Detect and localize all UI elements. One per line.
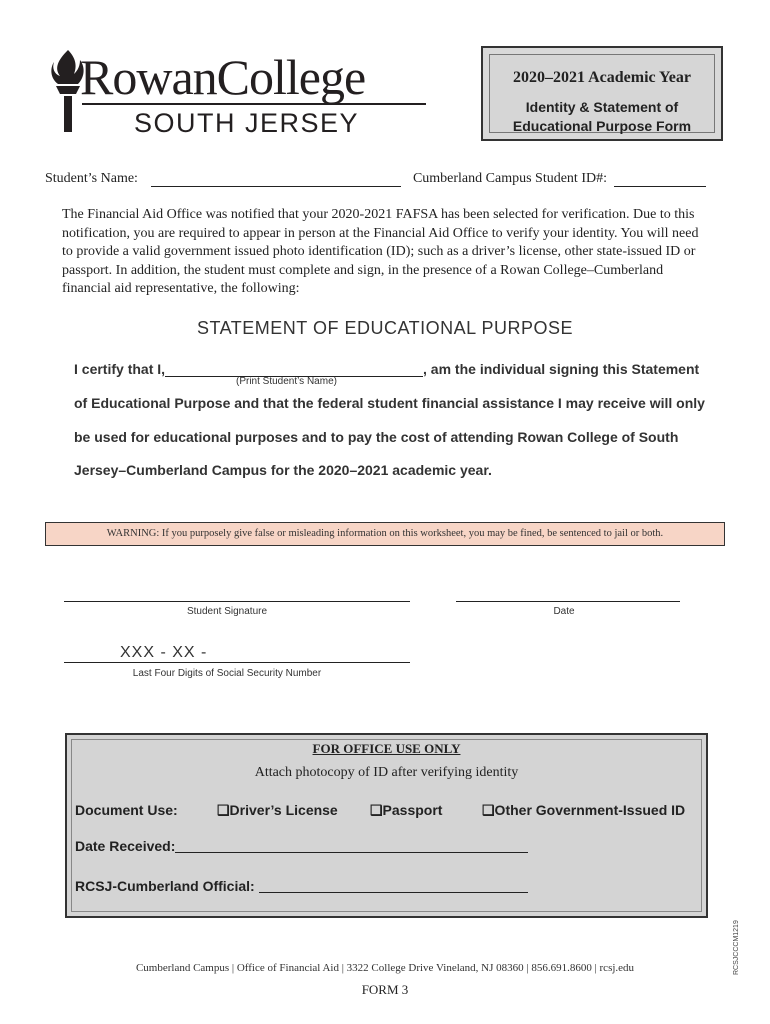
student-id-label: Cumberland Campus Student ID#: <box>412 171 607 186</box>
student-name-field[interactable] <box>151 172 401 187</box>
warning-banner: WARNING: If you purposely give false or misleading information on this worksheet, you may be fined, be sentenced to jail or both. <box>45 522 725 546</box>
ssn-line[interactable] <box>64 662 410 663</box>
ssn-label: Last Four Digits of Social Security Number <box>132 668 322 679</box>
college-logo <box>48 46 438 138</box>
certify-text-b: , am the individual signing this Statement <box>423 361 700 377</box>
student-info-row <box>45 171 706 187</box>
print-name-label: (Print Student’s Name) <box>236 376 337 387</box>
logo-subtitle: SOUTH JERSEY <box>134 108 360 138</box>
certify-line-4: Jersey–Cumberland Campus for the 2020–2021 academic year. <box>74 462 492 478</box>
intro-paragraph: The Financial Aid Office was notified that your 2020-2021 FAFSA has been selected for verification. Due to this notification, you are required to appear in person at the Financial Aid Office to verify your identity. You will need to provide a valid government issued photo identification (ID); such as a driver’s license, other state-issued ID or passport. In addition, the student must complete and sign, in the presence of a Rowan College–Cumberland financial aid representative, the following: <box>62 207 699 296</box>
logo-wordmark: RowanCollege <box>80 49 366 105</box>
document-use-label: Document Use: <box>75 802 178 818</box>
academic-year-title: 2020–2021 Academic Year <box>512 69 692 86</box>
certify-line-3: be used for educational purposes and to pay the cost of attending Rowan College of South <box>74 429 679 445</box>
checkbox-passport[interactable]: ❑Passport <box>370 802 443 818</box>
office-use-title: FOR OFFICE USE ONLY <box>312 741 461 756</box>
checkbox-drivers-license[interactable]: ❑Driver’s License <box>217 802 338 818</box>
date-label: Date <box>553 606 575 617</box>
checkbox-other-id[interactable]: ❑Other Government-Issued ID <box>482 802 686 818</box>
office-use-box <box>65 733 708 918</box>
certify-line-2: of Educational Purpose and that the federal student financial assistance I may receive will only <box>74 395 705 411</box>
student-signature-label: Student Signature <box>186 606 268 617</box>
form-title-line1: Identity & Statement of <box>525 99 679 115</box>
logo-rule <box>82 103 426 105</box>
student-name-label: Student’s Name: <box>45 171 138 186</box>
statement-title: STATEMENT OF EDUCATIONAL PURPOSE <box>196 318 574 338</box>
date-line[interactable] <box>456 601 680 602</box>
footer-contact: Cumberland Campus | Office of Financial Aid | 3322 College Drive Vineland, NJ 08360 | 856.691.8600 | rcsj.edu <box>135 962 635 974</box>
form-code: RCSJCCCM1219 <box>733 920 740 975</box>
certify-text-a: I certify that I, <box>74 361 166 377</box>
date-received-label: Date Received: <box>75 838 176 854</box>
student-signature-line[interactable] <box>64 601 410 602</box>
office-attach-note: Attach photocopy of ID after verifying identity <box>254 765 519 780</box>
date-received-field[interactable] <box>175 852 528 853</box>
form-title-box <box>481 46 723 141</box>
form-title-line2: Educational Purpose Form <box>512 118 692 134</box>
certify-line-1 <box>74 361 699 377</box>
student-id-field[interactable] <box>614 172 706 187</box>
ssn-prefill: XXX - XX - <box>120 644 208 661</box>
official-field[interactable] <box>259 892 528 893</box>
form-number: FORM 3 <box>361 982 409 997</box>
official-label: RCSJ-Cumberland Official: <box>75 878 255 894</box>
